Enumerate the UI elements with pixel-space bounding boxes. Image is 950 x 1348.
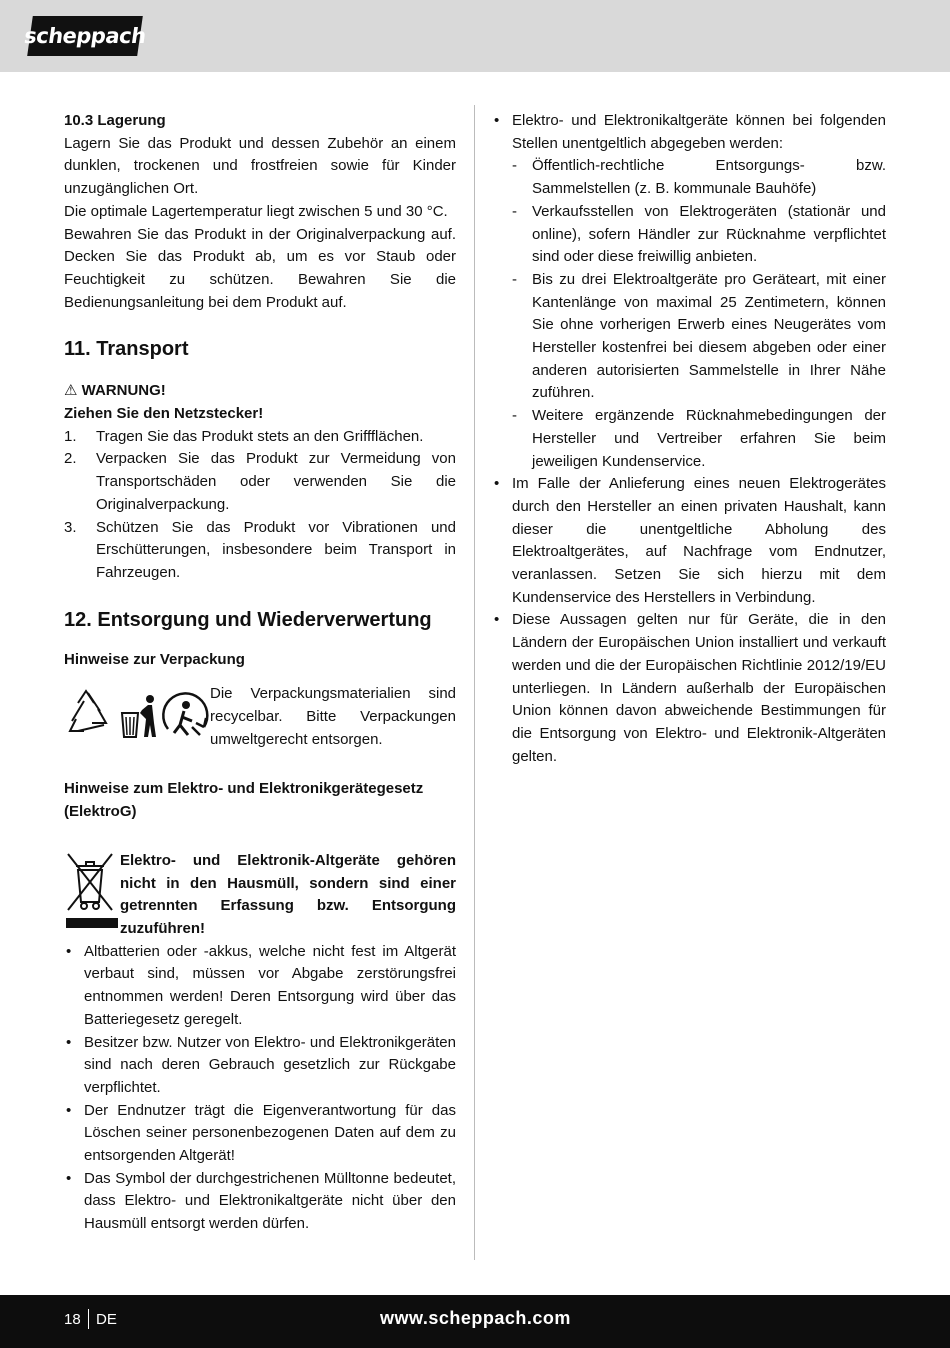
section-12-heading: 12. Entsorgung und Wiederverwertung bbox=[64, 608, 432, 631]
storage-paragraph-2: Die optimale Lagertemperatur liegt zwischen 5 und 30 °C. bbox=[64, 202, 448, 220]
list-item-text: Tragen Sie das Produkt stets an den Griffflächen. bbox=[96, 427, 424, 445]
warning-line bbox=[64, 380, 456, 403]
warning-label: WARNUNG! bbox=[81, 382, 166, 400]
list-item-text: Besitzer bzw. Nutzer von Elektro- und Elektronikgeräten sind nach deren Gebrauch gesetzlich zur Rückgabe verpflichtet. bbox=[84, 1033, 456, 1096]
list-item: • Der Endnutzer trägt die Eigenverantwortung für das Löschen seiner personenbezogenen Daten auf dem zu entsorgenden Altgerät! bbox=[66, 1101, 456, 1165]
list-item-text: Schützen Sie das Produkt vor Vibrationen und Erschütterungen, insbesondere beim Transport in Fahrzeugen. bbox=[96, 518, 456, 581]
list-item-text: Diese Aussagen gelten nur für Geräte, die in den Ländern der Europäischen Union installiert und verkauft werden und die der Europäischen Richtlinie 2012/19/EU unterliegen. In Ländern außerhalb der Europäischen Union können davon abweichende Bestimmungen für die Entsorgung von Elektro- und Elektronik-Altgeräten gelten. bbox=[512, 611, 886, 765]
list-item bbox=[64, 426, 456, 449]
list-item bbox=[64, 517, 456, 585]
page-footer bbox=[0, 1295, 950, 1348]
list-item bbox=[64, 448, 456, 516]
page-separator bbox=[88, 1309, 89, 1329]
dash-item: - Verkaufsstellen von Elektrogeräten (stationär und online), sofern Händler zur Rücknahme verpflichtet sind oder diese freiwillig anbieten. bbox=[512, 202, 886, 266]
list-item: • Diese Aussagen gelten nur für Geräte, die in den Ländern der Europäischen Union installiert und verkauft werden und die der Europäischen Richtlinie 2012/19/EU unterliegen. In Ländern außerhalb der Europäischen Union können davon abweichende Bestimmungen für die Entsorgung von Elektro- und Elektronik-Altgeräten gelten. bbox=[494, 611, 886, 765]
elektrog-heading: Hinweise zum Elektro- und Elektronikgerätegesetz (ElektroG) bbox=[64, 780, 424, 821]
dash-item: - Bis zu drei Elektroaltgeräte pro Geräteart, mit einer Kantenlänge von maximal 25 Zentimetern, können Sie ohne vorherigen Erwerb eines Neugerätes vom Hersteller kostenfrei bei diesem abgeben oder einer anderen autorisierten Sammelstelle in Ihrer Nähe zuführen. bbox=[512, 270, 886, 402]
list-item: • Altbatterien oder -akkus, welche nicht fest im Altgerät verbaut sind, müssen vor Abgabe zerstörungsfrei entnommen werden! Deren Entsorgung wird über das Batteriegesetz geregelt. bbox=[66, 942, 456, 1028]
list-item: • Das Symbol der durchgestrichenen Mülltonne bedeutet, dass Elektro- und Elektronikaltgeräte nicht über den Hausmüll entsorgt werden dürfen. bbox=[66, 1169, 456, 1233]
disposal-bullets bbox=[492, 110, 886, 768]
list-item: • Besitzer bzw. Nutzer von Elektro- und Elektronikgeräten sind nach deren Gebrauch gesetzlich zur Rückgabe verpflichtet. bbox=[66, 1033, 456, 1096]
page-header bbox=[0, 0, 950, 72]
storage-paragraph-3: Bewahren Sie das Produkt in der Originalverpackung auf. Decken Sie das Produkt ab, um es vor Staub oder Feuchtigkeit zu schützen. Bewahren Sie die Bedienungsanleitung bei dem Produkt auf. bbox=[64, 225, 456, 311]
dash-item-text: Weitere ergänzende Rücknahmebedingungen der Hersteller und Vertreiber erfahren Sie beim jeweiligen Kundenservice. bbox=[532, 407, 886, 470]
section-11-heading: 11. Transport bbox=[64, 338, 189, 361]
storage-paragraph-1: Lagern Sie das Produkt und dessen Zubehör an einem dunklen, trockenen und frostfreien sowie für Kinder unzugänglichen Ort. bbox=[64, 134, 456, 198]
list-item-text: Der Endnutzer trägt die Eigenverantwortung für das Löschen seiner personenbezogenen Daten auf dem zu entsorgenden Altgerät! bbox=[84, 1101, 456, 1165]
list-item-text: Im Falle der Anlieferung eines neuen Elektrogerätes durch den Hersteller an einen privaten Haushalt, kann dieser die unentgeltliche Abholung des Elektroaltgerätes, auf Nachfrage vom Endnutzer, veranlassen. Setzen Sie sich hierzu mit dem Kundenservice des Herstellers in Verbindung. bbox=[512, 475, 886, 606]
crossed-bin-icon bbox=[64, 850, 120, 932]
right-column bbox=[492, 110, 886, 768]
collection-points-list bbox=[512, 155, 886, 473]
list-item: • Elektro- und Elektronikaltgeräte können bei folgenden Stellen unentgeltlich abgegeben werden: - Öffentlich-rechtliche Entsorgungs- bzw. Sammelstellen (z. B. kommunale Bauhöfe) - Verkaufsstellen von Elektrogeräten (stationär und online), sofern Händler zur Rücknahme verpflichtet sind oder diese freiwillig anbieten. - Bis zu drei Elektroaltgeräte pro Geräteart, mit einer Kantenlänge von maximal 25 Zentimetern, können Sie ohne vorherigen Erwerb eines Neugerätes vom Hersteller kostenfrei bei diesem abgeben oder einer anderen autorisierten Sammelstelle in Ihrer Nähe zuführen. - Weitere ergänzende Rücknahmebedingungen der Hersteller und Vertreiber erfahren Sie beim jeweiligen Kundenservice. bbox=[492, 110, 886, 473]
website-link[interactable]: www.scheppach.com bbox=[380, 1308, 571, 1328]
list-item: • Im Falle der Anlieferung eines neuen Elektrogerätes durch den Hersteller an einen privaten Haushalt, kann dieser die unentgeltliche Abholung des Elektroaltgerätes, auf Nachfrage vom Endnutzer, veranlassen. Setzen Sie sich hierzu mit dem Kundenservice des Herstellers in Verbindung. bbox=[494, 475, 886, 606]
warning-subline: Ziehen Sie den Netzstecker! bbox=[64, 405, 264, 423]
column-divider bbox=[474, 105, 475, 1260]
packaging-icons bbox=[64, 683, 210, 749]
list-item-text: Verpacken Sie das Produkt zur Vermeidung von Transportschäden oder verwenden Sie die Originalverpackung. bbox=[96, 450, 456, 513]
weee-bullets bbox=[64, 941, 456, 1236]
left-column bbox=[64, 110, 456, 1236]
transport-list bbox=[64, 426, 456, 585]
recycle-icon bbox=[70, 691, 106, 731]
list-item-number: 1. bbox=[64, 427, 77, 445]
dash-item: - Öffentlich-rechtliche Entsorgungs- bzw. Sammelstellen (z. B. kommunale Bauhöfe) bbox=[512, 157, 886, 198]
warning-triangle-icon: ⚠ bbox=[64, 382, 78, 400]
weee-text: Elektro- und Elektronik-Altgeräte gehören nicht in den Hausmüll, sondern sind einer getrennten Erfassung bzw. Entsorgung zuzuführen! bbox=[120, 851, 456, 937]
recycling-person-icon bbox=[163, 694, 207, 736]
dash-item-text: Öffentlich-rechtliche Entsorgungs- bzw. Sammelstellen (z. B. kommunale Bauhöfe) bbox=[532, 157, 886, 198]
dash-item-text: Verkaufsstellen von Elektrogeräten (stationär und online), sofern Händler zur Rücknahme verpflichtet sind oder diese freiwillig anbieten. bbox=[532, 202, 886, 266]
page-number: 18 bbox=[64, 1311, 81, 1328]
packaging-heading: Hinweise zur Verpackung bbox=[64, 650, 245, 668]
list-item-number: 2. bbox=[64, 450, 77, 468]
list-item-text: Elektro- und Elektronikaltgeräte können bei folgenden Stellen unentgeltlich abgegeben werden: bbox=[512, 112, 886, 152]
page-language: DE bbox=[96, 1311, 117, 1328]
dash-item-text: Bis zu drei Elektroaltgeräte pro Geräteart, mit einer Kantenlänge von maximal 25 Zentimetern, können Sie ohne vorherigen Erwerb eines Neugerätes vom Hersteller kostenfrei bei diesem abgeben oder einer anderen autorisierten Sammelstelle in Ihrer Nähe zuführen. bbox=[532, 270, 886, 402]
list-item-number: 3. bbox=[64, 518, 77, 536]
tidyman-icon bbox=[122, 695, 156, 737]
list-item-text: Altbatterien oder -akkus, welche nicht fest im Altgerät verbaut sind, müssen vor Abgabe zerstörungsfrei entnommen werden! Deren Entsorgung wird über das Batteriegesetz geregelt. bbox=[84, 942, 456, 1028]
section-10-3-heading: 10.3 Lagerung bbox=[64, 112, 166, 129]
packaging-block bbox=[64, 683, 456, 751]
list-item-text: Das Symbol der durchgestrichenen Mülltonne bedeutet, dass Elektro- und Elektronikaltgeräte nicht über den Hausmüll entsorgt werden dürfen. bbox=[84, 1169, 456, 1233]
packaging-text: Die Verpackungsmaterialien sind recycelbar. Bitte Verpackungen umweltgerecht entsorgen. bbox=[210, 685, 456, 748]
dash-item: - Weitere ergänzende Rücknahmebedingungen der Hersteller und Vertreiber erfahren Sie beim jeweiligen Kundenservice. bbox=[512, 407, 886, 470]
brand-logo-text: scheppach bbox=[22, 24, 148, 48]
weee-block bbox=[64, 850, 456, 941]
brand-logo bbox=[22, 16, 148, 56]
